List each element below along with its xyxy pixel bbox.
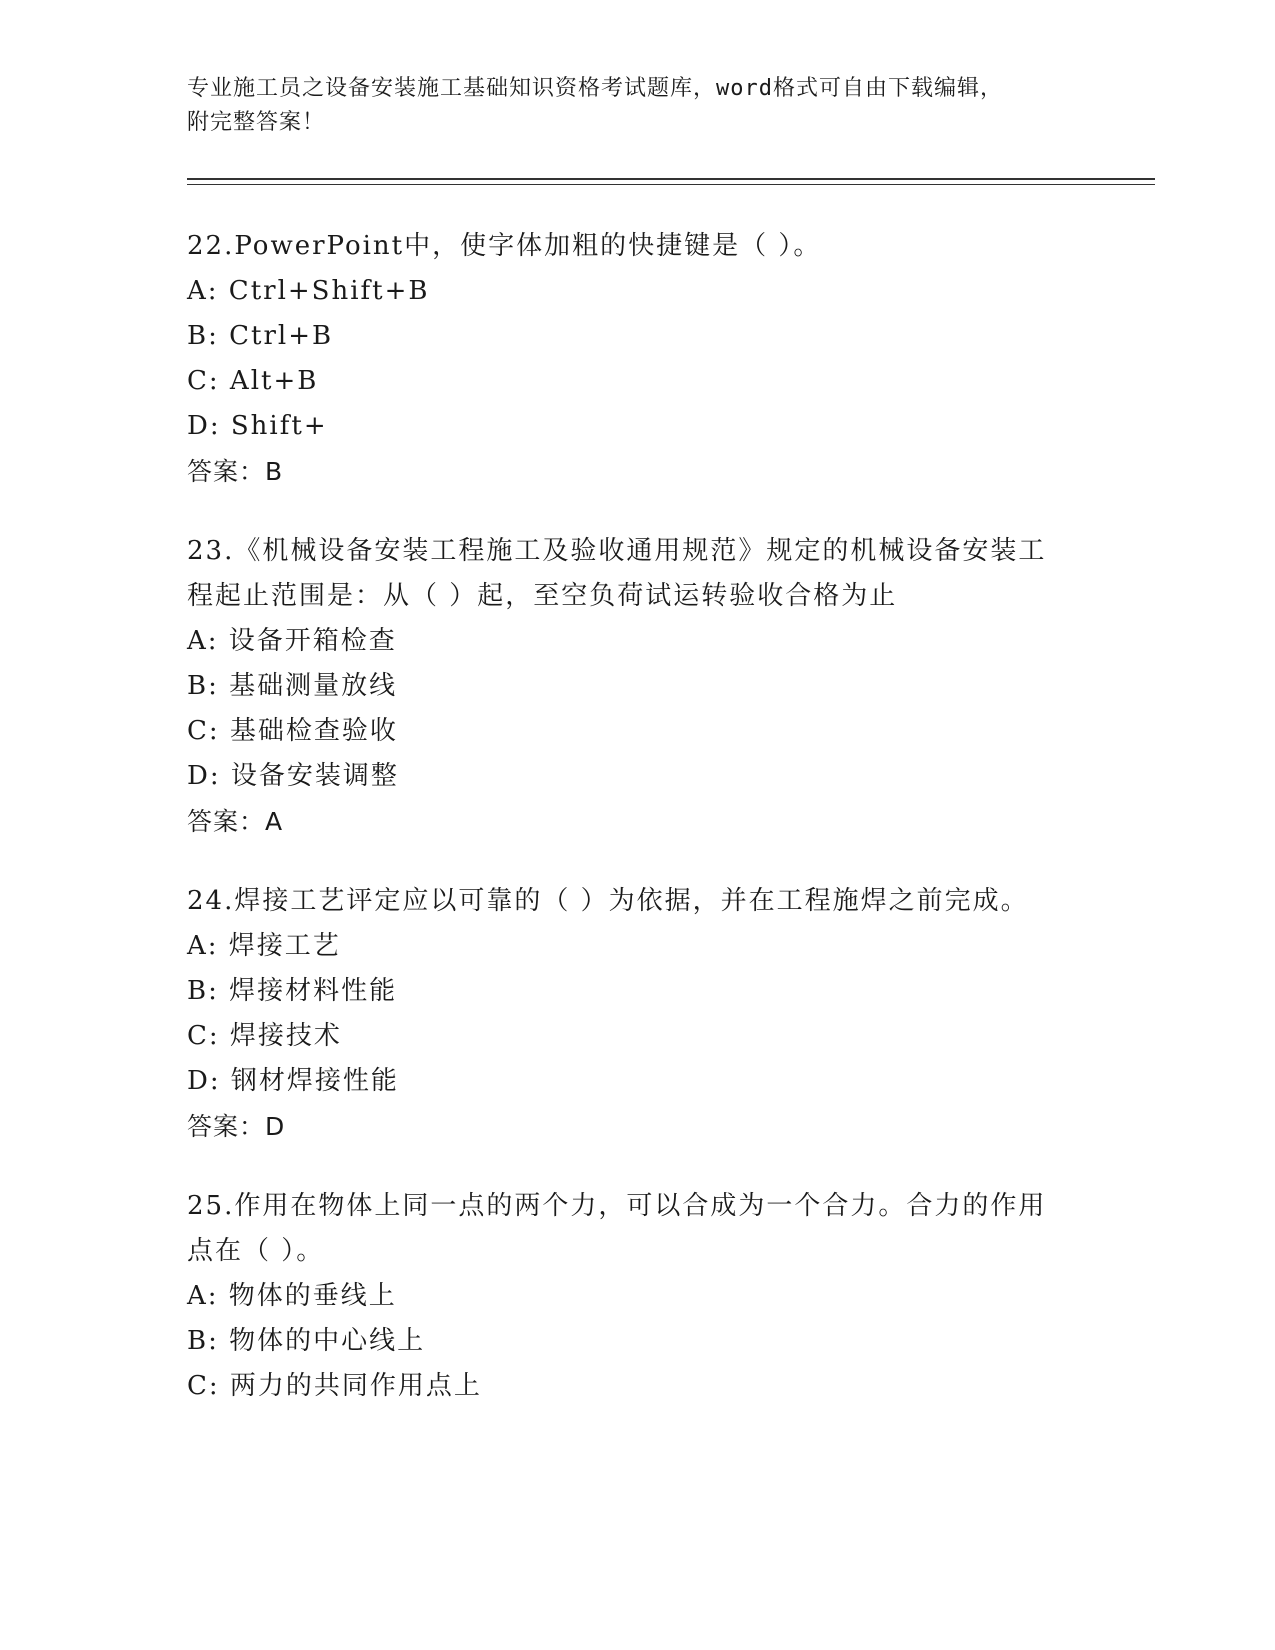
option-b: B: 基础测量放线 <box>187 671 398 701</box>
question-23 <box>187 529 1087 844</box>
question-text: 23.《机械设备安装工程施工及验收通用规范》规定的机械设备安装工 <box>187 536 1047 566</box>
header-divider-top <box>187 178 1155 180</box>
option-d: D: 钢材焊接性能 <box>187 1066 399 1096</box>
question-25 <box>187 1184 1087 1409</box>
header-line-1: 专业施工员之设备安装施工基础知识资格考试题库，word格式可自由下载编辑， <box>187 76 1003 101</box>
option-c: C: 基础检查验收 <box>187 716 398 746</box>
answer: 答案：B <box>187 457 284 486</box>
answer: 答案：D <box>187 1112 286 1141</box>
header-line-2: 附完整答案！ <box>187 110 326 135</box>
header-divider-bottom <box>187 184 1155 185</box>
answer: 答案：A <box>187 807 284 836</box>
option-c: C: Alt+B <box>187 366 319 396</box>
question-text-cont: 点在（ ）。 <box>187 1236 325 1266</box>
question-24 <box>187 879 1087 1149</box>
option-b: B: 焊接材料性能 <box>187 976 398 1006</box>
document-header <box>187 72 1067 140</box>
option-a: A: 物体的垂线上 <box>187 1281 397 1311</box>
option-c: C: 焊接技术 <box>187 1021 342 1051</box>
question-text-cont: 程起止范围是：从（ ）起，至空负荷试运转验收合格为止 <box>187 581 898 611</box>
question-text: 22.PowerPoint中，使字体加粗的快捷键是（ ）。 <box>187 231 822 261</box>
option-a: A: Ctrl+Shift+B <box>187 276 430 306</box>
option-c: C: 两力的共同作用点上 <box>187 1371 482 1401</box>
question-text: 24.焊接工艺评定应以可靠的（ ）为依据，并在工程施焊之前完成。 <box>187 886 1029 916</box>
question-22 <box>187 224 1087 494</box>
option-a: A: 设备开箱检查 <box>187 626 397 656</box>
option-b: B: Ctrl+B <box>187 321 334 351</box>
option-b: B: 物体的中心线上 <box>187 1326 426 1356</box>
option-a: A: 焊接工艺 <box>187 931 341 961</box>
option-d: D: 设备安装调整 <box>187 761 399 791</box>
option-d: D: Shift+ <box>187 411 328 441</box>
question-text: 25.作用在物体上同一点的两个力，可以合成为一个合力。合力的作用 <box>187 1191 1047 1221</box>
